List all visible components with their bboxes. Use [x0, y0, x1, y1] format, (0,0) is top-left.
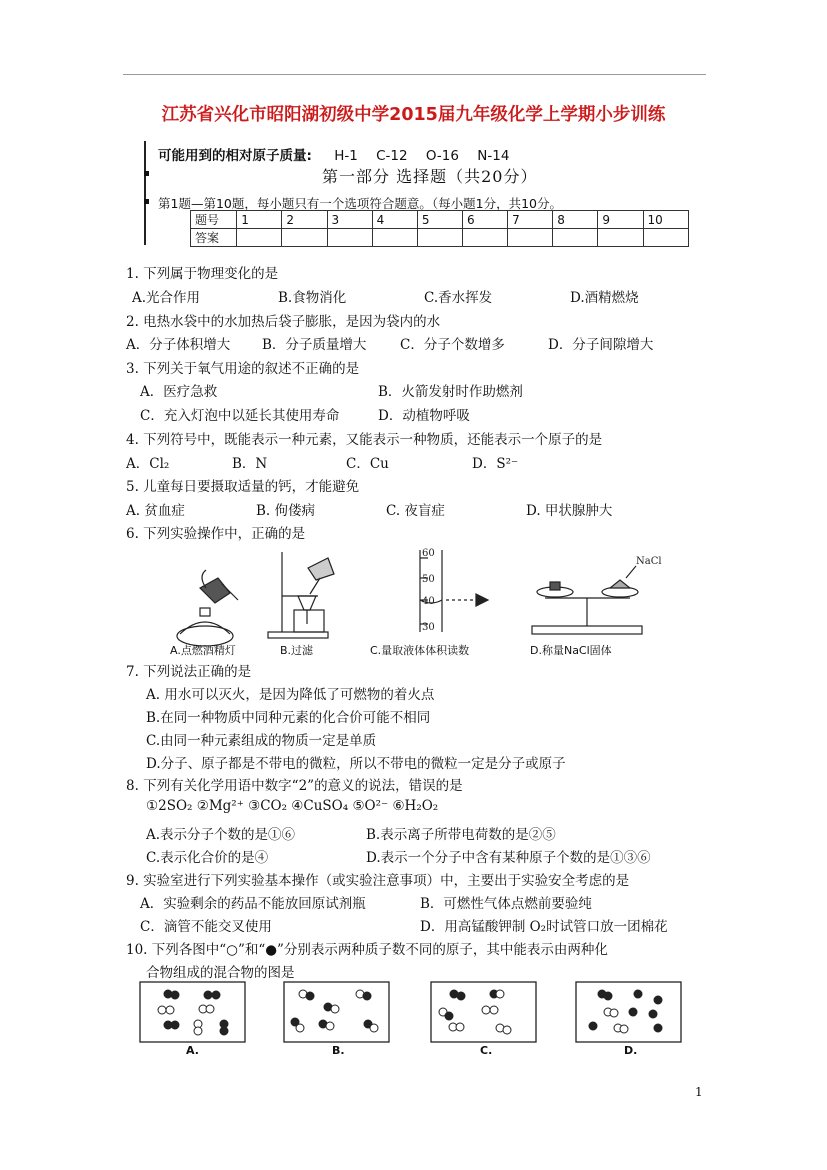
diagram-label: A. [186, 1044, 199, 1057]
answer-cell[interactable] [237, 229, 282, 247]
scale-label: 40 [422, 596, 435, 607]
option: D．S²⁻ [472, 456, 519, 472]
option: A. 用水可以灭火，是因为降低了可燃物的着火点 [146, 687, 435, 703]
atomic-mass-label: 可能用到的相对原子质量: [158, 148, 312, 164]
option: C.由同一种元素组成的物质一定是单质 [146, 733, 377, 749]
question-8: 8. 下列有关化学用语中数字“2”的意义的说法，错误的是 [126, 778, 463, 794]
answer-cell[interactable] [462, 229, 507, 247]
option: A．医疗急救 [140, 384, 218, 400]
option: C．充入灯泡中以延长其使用寿命 [140, 408, 340, 424]
question-5: 5. 儿童每日要摄取适量的钙，才能避免 [126, 479, 360, 495]
option: D．分子间隙增大 [548, 337, 654, 353]
option: C.香水挥发 [424, 290, 493, 306]
option: C．分子个数增多 [400, 337, 505, 353]
figure-caption: D.称量NaCl固体 [530, 644, 612, 657]
option: A.表示分子个数的是①⑥ [146, 827, 296, 843]
part-title: 第一部分 选择题（共20分） [322, 167, 538, 186]
instruction: 第1题—第10题，每小题只有一个选项符合题意。（每小题1分，共10分。 [158, 196, 562, 211]
table-cell: 答案 [191, 229, 237, 247]
graduated-cylinder-icon [420, 550, 488, 632]
header-mark [144, 171, 149, 176]
option: A．Cl₂ [126, 456, 170, 472]
diagram-box [140, 982, 245, 1042]
table-cell: 5 [417, 211, 462, 229]
page-number: 1 [695, 1085, 703, 1099]
table-cell: 3 [327, 211, 372, 229]
option: C．Cu [346, 456, 389, 472]
balance-scale-icon [532, 566, 642, 634]
figure-caption: C.量取液体体积读数 [370, 644, 470, 657]
scale-label: 50 [422, 574, 435, 585]
option: B.表示离子所带电荷数的是②⑤ [366, 827, 556, 843]
option: A．实验剩余的药品不能放回原试剂瓶 [140, 896, 366, 912]
table-cell: 2 [282, 211, 327, 229]
molecule-diagrams [138, 980, 688, 1060]
atomic-mass-line [158, 144, 523, 164]
question-10-cont: 合物组成的混合物的图是 [146, 965, 295, 981]
answer-cell[interactable] [598, 229, 643, 247]
scale-label: 30 [422, 622, 435, 633]
question-6: 6. 下列实验操作中，正确的是 [126, 526, 306, 542]
table-cell: 10 [643, 211, 688, 229]
lab-operation-figures [170, 548, 690, 658]
question-3: 3. 下列关于氧气用途的叙述不正确的是 [126, 361, 360, 377]
figure-caption: A.点燃酒精灯 [170, 644, 236, 657]
option: B．火箭发射时作助燃剂 [378, 384, 523, 400]
diagram-label: D. [624, 1044, 638, 1057]
answer-cell[interactable] [372, 229, 417, 247]
exam-header [144, 137, 689, 247]
top-rule [123, 74, 706, 75]
molecule-diagrams-svg [138, 980, 688, 1060]
header-left-bar [144, 141, 146, 245]
chemical-symbols: ①2SO₂ ②Mg²⁺ ③CO₂ ④CuSO₄ ⑤O²⁻ ⑥H₂O₂ [146, 798, 439, 814]
option: B.食物消化 [278, 290, 347, 306]
option: B.在同一种物质中同种元素的化合价可能不相同 [146, 710, 431, 726]
option: B．N [232, 456, 268, 472]
atomic-mass: N-14 [477, 148, 510, 164]
diagram-label: B. [332, 1044, 345, 1057]
figure-caption: B.过滤 [280, 644, 314, 657]
option: B. 佝偻病 [256, 503, 316, 519]
option: B．可燃性气体点燃前要验纯 [420, 896, 592, 912]
header-mark [144, 199, 149, 204]
option: D. 甲状腺肿大 [526, 503, 613, 519]
answer-cell[interactable] [282, 229, 327, 247]
option: D.酒精燃烧 [570, 290, 639, 306]
answer-cell[interactable] [643, 229, 688, 247]
question-7: 7. 下列说法正确的是 [126, 664, 252, 680]
question-9: 9. 实验室进行下列实验基本操作（或实验注意事项）中，主要出于实验安全考虑的是 [126, 873, 630, 889]
question-2: 2. 电热水袋中的水加热后袋子膨胀，是因为袋内的水 [126, 314, 441, 330]
atomic-mass: C-12 [376, 148, 408, 164]
table-cell: 1 [237, 211, 282, 229]
nacl-label: NaCl [636, 556, 662, 567]
atomic-mass: O-16 [425, 148, 459, 164]
table-cell: 7 [508, 211, 553, 229]
alcohol-lamp-icon [177, 570, 238, 646]
question-4: 4. 下列符号中，既能表示一种元素，又能表示一种物质，还能表示一个原子的是 [126, 432, 603, 448]
table-cell: 8 [553, 211, 598, 229]
answer-cell[interactable] [553, 229, 598, 247]
question-10: 10. 下列各图中“○”和“●”分别表示两种质子数不同的原子，其中能表示由两种化 [126, 942, 608, 958]
option: D．动植物呼吸 [378, 408, 470, 424]
option: C. 夜盲症 [386, 503, 445, 519]
option: C．滴管不能交叉使用 [140, 919, 272, 935]
diagram-label: C. [480, 1044, 493, 1057]
option: D.分子、原子都是不带电的微粒，所以不带电的微粒一定是分子或原子 [146, 756, 566, 772]
option: C.表示化合价的是④ [146, 850, 269, 866]
answer-cell[interactable] [327, 229, 372, 247]
table-row [191, 229, 689, 247]
table-row [191, 211, 689, 229]
answer-cell[interactable] [417, 229, 462, 247]
answer-cell[interactable] [508, 229, 553, 247]
option: B．分子质量增大 [262, 337, 367, 353]
filtration-setup-icon [268, 552, 334, 638]
document-title: 江苏省兴化市昭阳湖初级中学2015届九年级化学上学期小步训练 [161, 105, 666, 125]
table-cell: 题号 [191, 211, 237, 229]
question-1: 1. 下列属于物理变化的是 [126, 266, 279, 282]
table-cell: 4 [372, 211, 417, 229]
option: A. 贫血症 [126, 503, 185, 519]
answer-table [190, 210, 689, 247]
option: A.光合作用 [132, 290, 201, 306]
option: D．用高锰酸钾制 O₂时试管口放一团棉花 [420, 919, 668, 935]
option: D.表示一个分子中含有某种原子个数的是①③⑥ [366, 850, 651, 866]
scale-label: 60 [422, 548, 435, 559]
atomic-mass: H-1 [334, 148, 358, 164]
option: A．分子体积增大 [126, 337, 231, 353]
table-cell: 9 [598, 211, 643, 229]
table-cell: 6 [462, 211, 507, 229]
